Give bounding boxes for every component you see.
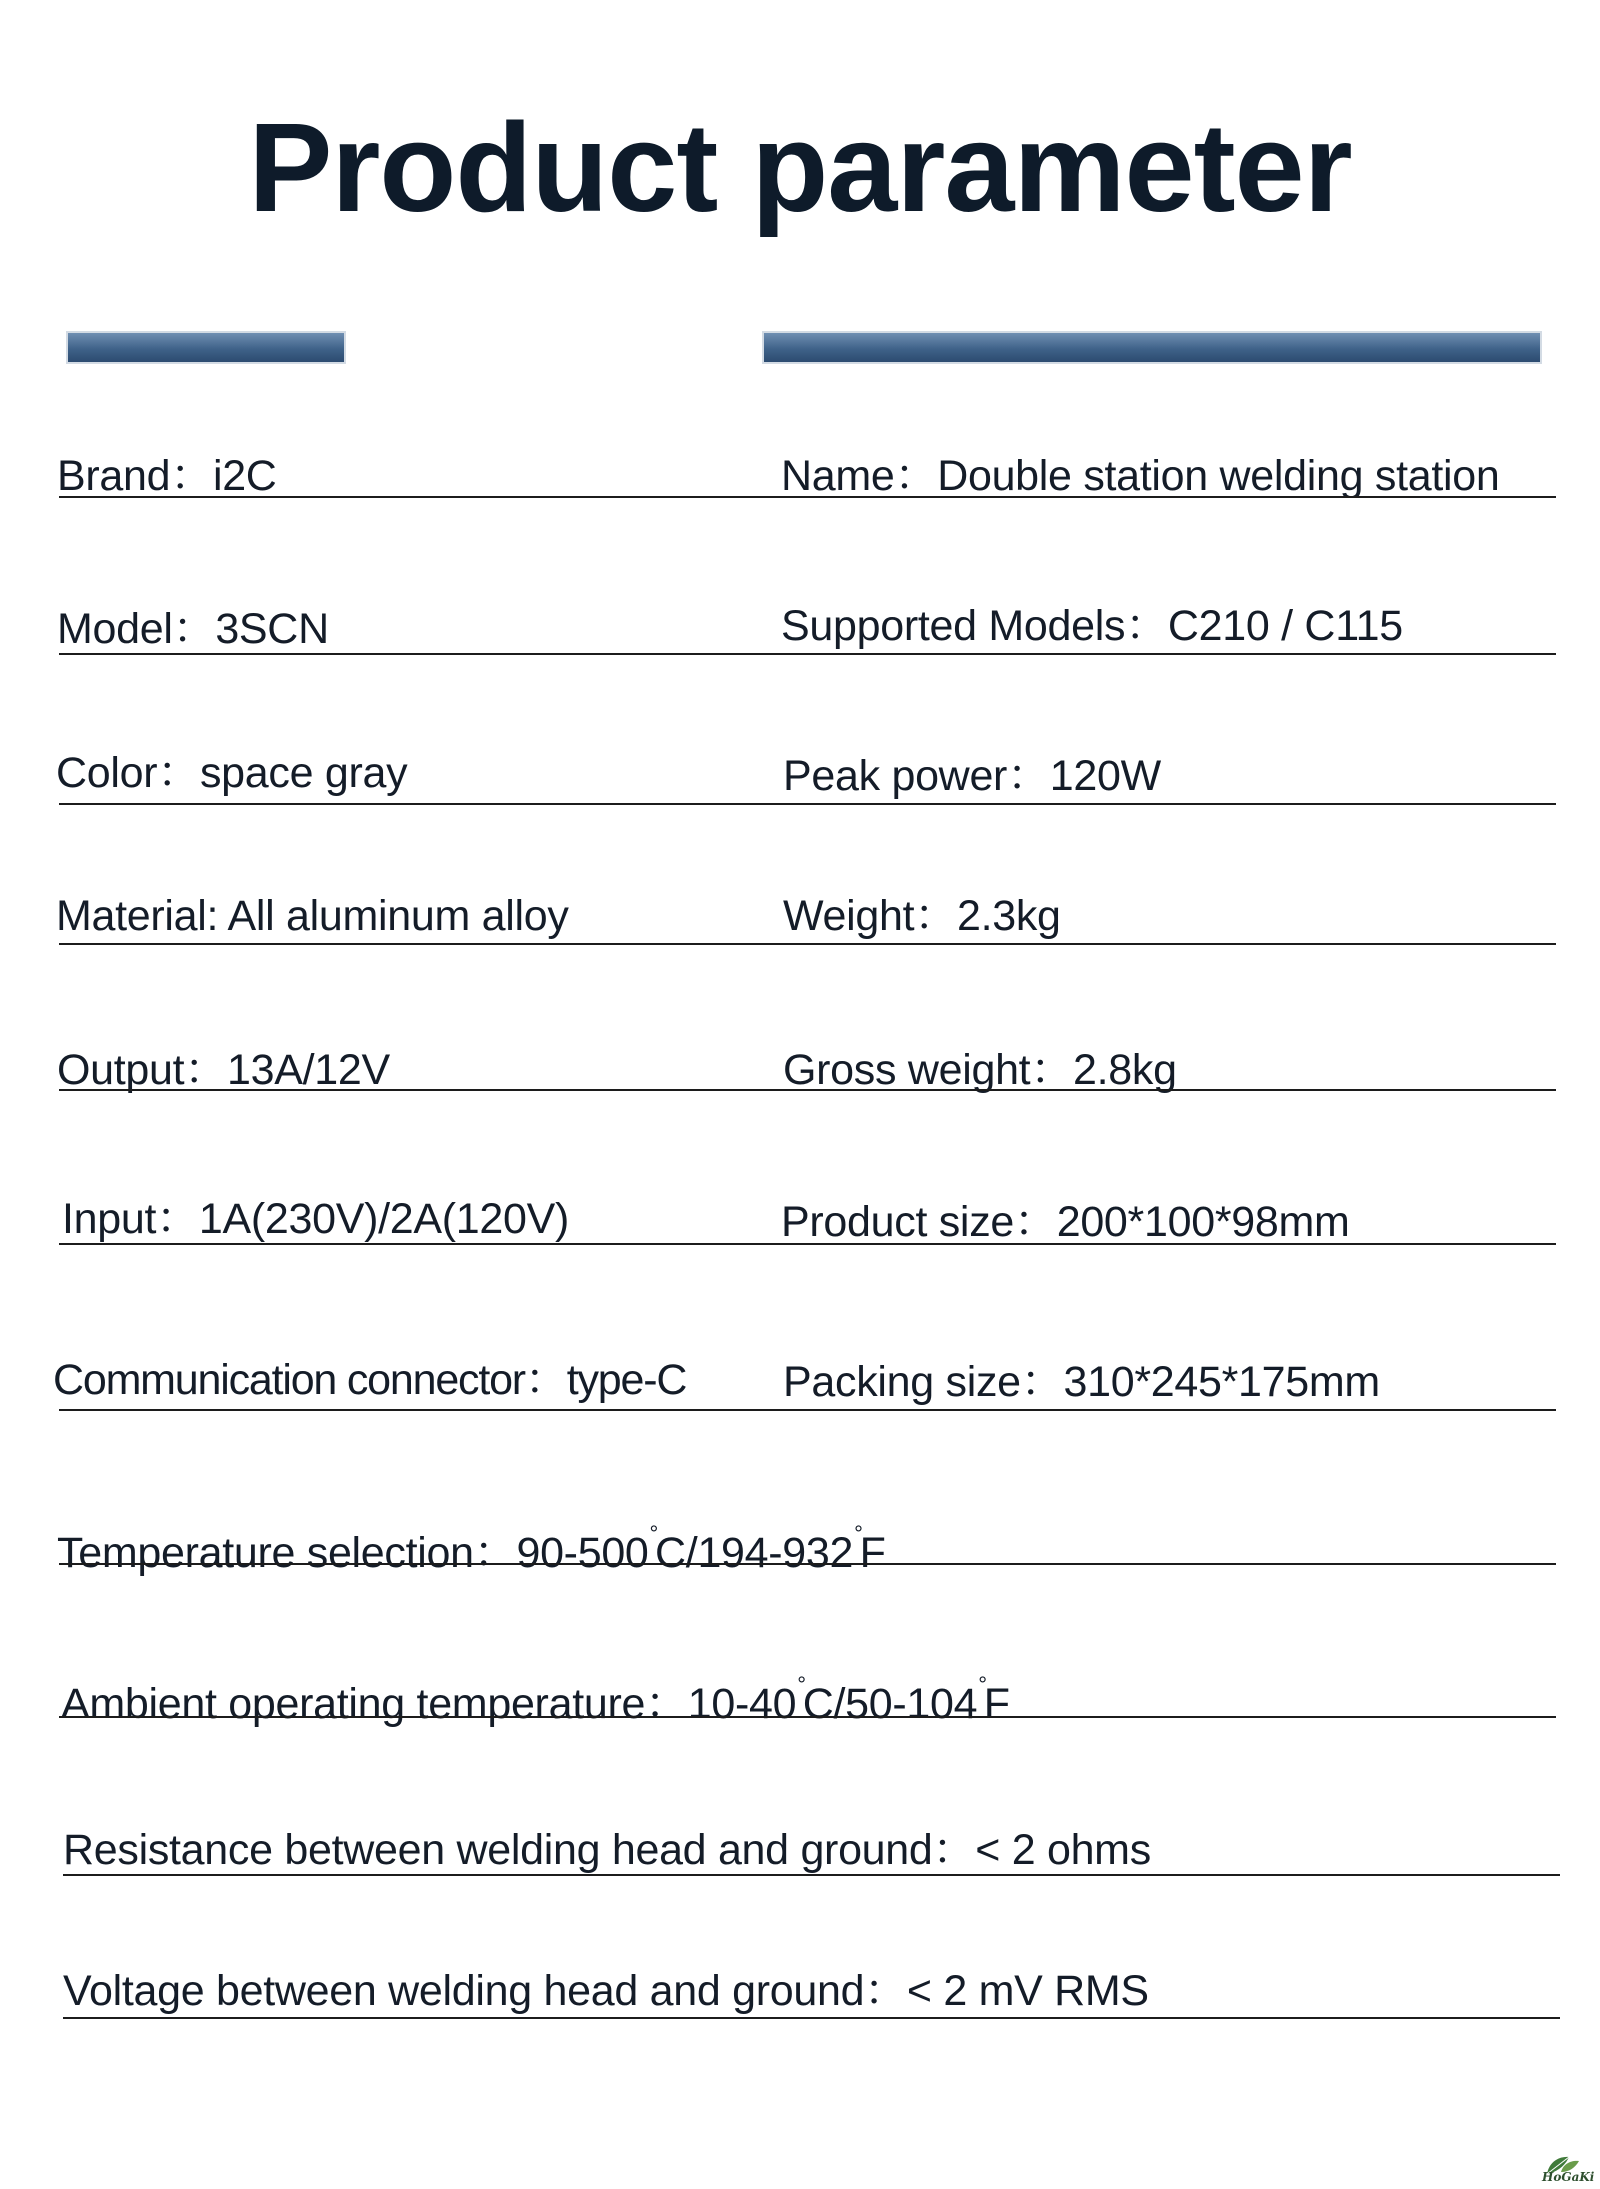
row-divider	[59, 653, 1556, 655]
row-divider	[59, 1563, 1556, 1565]
supported-models-field: Supported Models：C210 / C115	[781, 602, 1403, 650]
temperature-end: F	[859, 1529, 886, 1577]
brand-field: Brand：i2C	[57, 452, 277, 500]
page-title: Product parameter	[248, 97, 1352, 238]
degree-symbol: °	[978, 1672, 987, 1697]
row-divider	[63, 2017, 1560, 2019]
header-bar-right	[762, 331, 1542, 364]
header-bar-left	[66, 331, 346, 364]
model-field: Model：3SCN	[57, 605, 329, 653]
row-divider	[59, 803, 1556, 805]
ambient-temperature-field	[61, 1674, 1010, 1726]
row-divider	[59, 1409, 1556, 1411]
communication-connector-field: Communication connector：type-C	[53, 1356, 687, 1404]
degree-symbol: °	[797, 1672, 806, 1697]
resistance-field: Resistance between welding head and ground：< 2 ohms	[63, 1826, 1151, 1874]
temperature-label: Temperature selection：90-500	[57, 1529, 649, 1577]
row-divider	[59, 1716, 1556, 1718]
watermark-text: HoGaKi	[1542, 2170, 1595, 2184]
output-field: Output：13A/12V	[57, 1046, 390, 1094]
row-divider	[59, 1243, 1556, 1245]
packing-size-field: Packing size：310*245*175mm	[783, 1358, 1380, 1406]
input-field: Input：1A(230V)/2A(120V)	[62, 1195, 570, 1243]
ambient-end: F	[983, 1680, 1010, 1728]
temperature-mid: C/194-932	[655, 1529, 854, 1577]
degree-symbol: °	[649, 1521, 659, 1546]
ambient-mid: C/50-104	[802, 1680, 978, 1728]
name-field: Name：Double station welding station	[781, 455, 1500, 498]
peak-power-field: Peak power：120W	[783, 752, 1161, 800]
material-field: Material: All aluminum alloy	[56, 892, 569, 940]
weight-field: Weight：2.3kg	[783, 892, 1061, 940]
voltage-field: Voltage between welding head and ground：< 2 mV RMS	[63, 1967, 1149, 2015]
row-divider	[63, 1874, 1560, 1876]
ambient-label: Ambient operating temperature：10-40	[61, 1680, 797, 1728]
color-field: Color：space gray	[56, 749, 408, 797]
row-divider	[59, 496, 1556, 498]
product-size-field: Product size：200*100*98mm	[781, 1198, 1350, 1246]
row-divider	[59, 943, 1556, 945]
row-divider	[59, 1089, 1556, 1091]
gross-weight-field: Gross weight：2.8kg	[783, 1046, 1177, 1094]
degree-symbol: °	[854, 1521, 863, 1546]
temperature-selection-field	[57, 1523, 886, 1575]
